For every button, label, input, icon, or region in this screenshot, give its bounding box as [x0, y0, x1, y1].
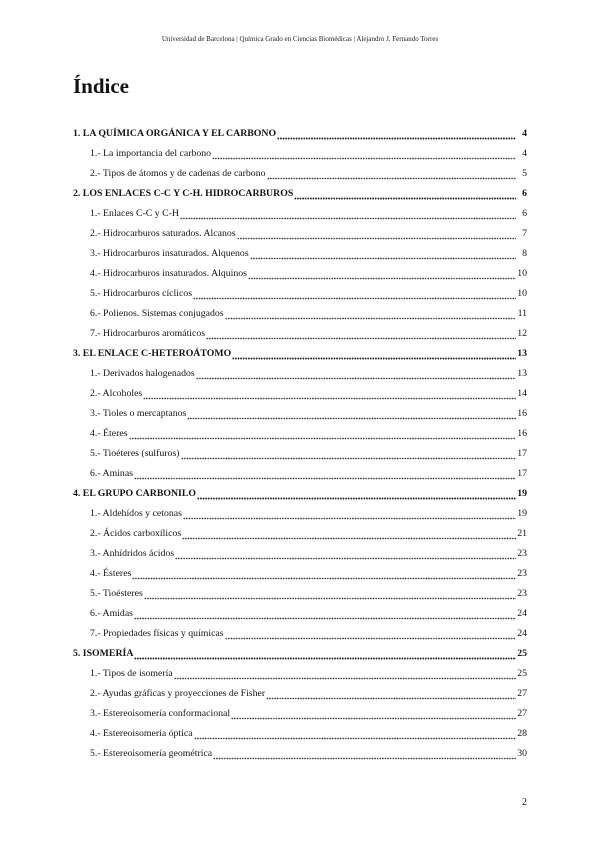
dot-leader [225, 624, 516, 644]
toc-page-number: 4 [522, 148, 527, 159]
dot-leader [144, 584, 516, 604]
toc-page-number: 4 [522, 128, 527, 139]
dot-leader [197, 484, 516, 504]
dot-leader [180, 204, 516, 224]
toc-section-1[interactable] [73, 124, 527, 144]
toc-section-5[interactable] [73, 644, 527, 664]
toc-item-title: 2.- Tipos de átomos y de cadenas de carbono [90, 168, 266, 179]
toc-page-number: 23 [517, 568, 527, 579]
toc-item-title: 4.- Hidrocarburos insaturados. Alquinos [90, 268, 247, 279]
toc-page-number: 17 [517, 468, 527, 479]
dot-leader [193, 284, 516, 304]
dot-leader [266, 684, 516, 704]
toc-item-5-2[interactable] [73, 684, 527, 704]
toc-item-3-3[interactable] [73, 404, 527, 424]
dot-leader [134, 644, 516, 664]
toc-item-2-7[interactable] [73, 324, 527, 344]
toc-page-number: 16 [517, 408, 527, 419]
toc-item-title: 2.- Ácidos carboxílicos [90, 528, 182, 539]
toc-item-3-1[interactable] [73, 364, 527, 384]
toc-page-number: 25 [517, 648, 527, 659]
toc-item-title: 1.- La importancia del carbono [90, 148, 212, 159]
toc-page-number: 10 [517, 288, 527, 299]
toc-item-title: 2.- Ayudas gráficas y proyecciones de Fisher [90, 688, 266, 699]
toc-item-2-5[interactable] [73, 284, 527, 304]
toc-page-number: 21 [517, 528, 527, 539]
toc-section-title: 5. ISOMERÍA [73, 648, 134, 659]
dot-leader [174, 664, 516, 684]
page-title: Índice [73, 74, 130, 98]
toc-page-number: 7 [522, 228, 527, 239]
toc-page-number: 24 [517, 628, 527, 639]
toc-item-4-5[interactable] [73, 584, 527, 604]
dot-leader [129, 424, 516, 444]
toc-item-1-1[interactable] [73, 144, 527, 164]
dot-leader [134, 604, 516, 624]
toc-item-4-3[interactable] [73, 544, 527, 564]
toc-item-title: 3.- Tioles o mercaptanos [90, 408, 187, 419]
toc-section-title: 2. LOS ENLACES C-C Y C-H. HIDROCARBUROS [73, 188, 294, 199]
toc-item-3-2[interactable] [73, 384, 527, 404]
toc-section-4[interactable] [73, 484, 527, 504]
toc-item-title: 1.- Derivados halogenados [90, 368, 195, 379]
dot-leader [143, 384, 516, 404]
toc-section-title: 4. EL GRUPO CARBONILO [73, 488, 197, 499]
toc-section-title: 3. EL ENLACE C-HETEROÁTOMO [73, 348, 232, 359]
dot-leader [212, 144, 516, 164]
dot-leader [187, 404, 516, 424]
toc-item-title: 6.- Polienos. Sistemas conjugados [90, 308, 224, 319]
toc-item-title: 1.- Tipos de isomería [90, 668, 173, 679]
toc-item-2-4[interactable] [73, 264, 527, 284]
dot-leader [267, 164, 517, 184]
toc-item-3-5[interactable] [73, 444, 527, 464]
toc-item-title: 4.- Ésteres [90, 568, 132, 579]
toc-item-1-2[interactable] [73, 164, 527, 184]
toc-page-number: 25 [517, 668, 527, 679]
toc-item-title: 7.- Propiedades físicas y químicas [90, 628, 224, 639]
toc-item-3-6[interactable] [73, 464, 527, 484]
toc-item-title: 4.- Estereoisomería óptica [90, 728, 193, 739]
dot-leader [182, 524, 516, 544]
dot-leader [206, 324, 516, 344]
toc-section-2[interactable] [73, 184, 527, 204]
toc-item-title: 6.- Aminas [90, 468, 133, 479]
toc-item-title: 3.- Hidrocarburos insaturados. Alquenos [90, 248, 249, 259]
toc-page-number: 27 [517, 688, 527, 699]
dot-leader [237, 224, 516, 244]
toc-item-4-4[interactable] [73, 564, 527, 584]
toc-section-title: 1. LA QUÍMICA ORGÁNICA Y EL CARBONO [73, 128, 277, 139]
dot-leader [181, 444, 516, 464]
toc-item-5-4[interactable] [73, 724, 527, 744]
toc-item-title: 5.- Estereoisomería geométrica [90, 748, 213, 759]
toc-page-number: 19 [517, 508, 527, 519]
toc-page-number: 28 [517, 728, 527, 739]
toc-item-title: 6.- Amidas [90, 608, 133, 619]
toc-item-4-1[interactable] [73, 504, 527, 524]
toc-page-number: 14 [517, 388, 527, 399]
running-header: Universidad de Barcelona | Química Grado en Ciencias Biomédicas | Alejandro J. Fernando Torres [161, 35, 439, 43]
toc-page-number: 6 [522, 208, 527, 219]
dot-leader [294, 184, 516, 204]
toc-item-2-2[interactable] [73, 224, 527, 244]
toc-item-title: 1.- Enlaces C-C y C-H [90, 208, 179, 219]
toc-page-number: 6 [522, 188, 527, 199]
toc-page-number: 8 [522, 248, 527, 259]
toc-item-3-4[interactable] [73, 424, 527, 444]
toc-page-number: 19 [517, 488, 527, 499]
toc-item-5-1[interactable] [73, 664, 527, 684]
dot-leader [183, 504, 516, 524]
toc-section-3[interactable] [73, 344, 527, 364]
toc-item-5-3[interactable] [73, 704, 527, 724]
toc-item-title: 2.- Alcoholes [90, 388, 143, 399]
toc-page-number: 16 [517, 428, 527, 439]
toc-item-title: 5.- Tioésteres [90, 588, 143, 599]
dot-leader [232, 344, 516, 364]
page-number: 2 [522, 797, 527, 808]
dot-leader [225, 304, 516, 324]
toc-item-4-6[interactable] [73, 604, 527, 624]
toc-page-number: 11 [517, 308, 527, 319]
toc-page-number: 30 [517, 748, 527, 759]
toc-page-number: 5 [522, 168, 527, 179]
dot-leader [194, 724, 516, 744]
dot-leader [231, 704, 516, 724]
dot-leader [175, 544, 516, 564]
toc-item-2-3[interactable] [73, 244, 527, 264]
toc-item-2-1[interactable] [73, 204, 527, 224]
toc-item-title: 7.- Hidrocarburos aromáticos [90, 328, 206, 339]
toc-item-4-7[interactable] [73, 624, 527, 644]
toc-page-number: 23 [517, 588, 527, 599]
dot-leader [248, 264, 516, 284]
toc-item-title: 2.- Hidrocarburos saturados. Alcanos [90, 228, 236, 239]
toc-page-number: 27 [517, 708, 527, 719]
toc-page-number: 17 [517, 448, 527, 459]
dot-leader [250, 244, 516, 264]
toc-page-number: 23 [517, 548, 527, 559]
toc-item-title: 5.- Tioéteres (sulfuros) [90, 448, 180, 459]
dot-leader [134, 464, 516, 484]
dot-leader [196, 364, 516, 384]
toc-item-title: 3.- Anhídridos ácidos [90, 548, 175, 559]
toc-page-number: 12 [517, 328, 527, 339]
toc-item-4-2[interactable] [73, 524, 527, 544]
toc-item-title: 5.- Hidrocarburos cíclicos [90, 288, 193, 299]
dot-leader [277, 124, 516, 144]
dot-leader [132, 564, 516, 584]
toc-page-number: 24 [517, 608, 527, 619]
toc-item-title: 3.- Estereoisomería conformacional [90, 708, 231, 719]
toc-item-title: 1.- Aldehídos y cetonas [90, 508, 182, 519]
toc-page-number: 13 [517, 348, 527, 359]
toc-item-5-5[interactable] [73, 744, 527, 764]
toc-list [73, 124, 527, 764]
toc-item-title: 4.- Éteres [90, 428, 128, 439]
dot-leader [213, 744, 516, 764]
toc-page-number: 13 [517, 368, 527, 379]
toc-item-2-6[interactable] [73, 304, 527, 324]
toc-page-number: 10 [517, 268, 527, 279]
